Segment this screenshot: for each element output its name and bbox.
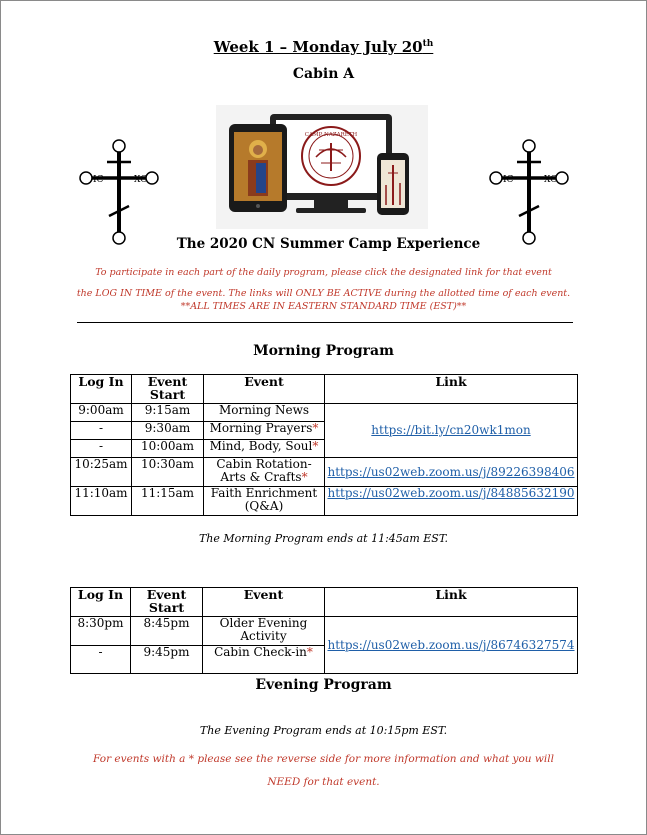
header-login: Log In [71,588,131,617]
event-label: Cabin Rotation- Arts & Crafts [216,457,312,484]
header-event-start: Event Start [132,375,204,404]
morning-shared-link[interactable] [325,404,578,458]
devices-with-camp-nazareth-logo-icon [216,105,428,229]
link-text[interactable]: https://us02web.zoom.us/j/86746327574 [327,637,575,652]
table-row [71,487,578,516]
header-link: Link [325,375,578,404]
footer-note-line-1: For events with a * please see the reverse side for more information and what you will [93,753,554,765]
week-title-suffix: th [422,39,434,49]
table-row [71,404,578,422]
camp-experience-subtitle: The 2020 CN Summer Camp Experience [176,236,481,252]
footer-note-line-2: NEED for that event. [267,776,380,788]
header-event: Event [204,375,325,404]
event-label: Mind, Body, Soul [209,439,313,453]
header-event: Event [203,588,325,617]
event-name [204,404,325,422]
event-name [204,458,325,487]
orthodox-cross-right-icon [487,138,571,246]
table-header-row [71,375,578,404]
table-header-row [71,588,578,617]
link-text[interactable]: https://bit.ly/cn20wk1mon [371,423,531,437]
required-marker: * [312,421,319,435]
required-marker: * [301,470,308,484]
morning-end-note: The Morning Program ends at 11:45am EST. [198,532,449,545]
table-row [71,617,578,646]
event-label: Morning Prayers [209,421,313,435]
evening-end-note: The Evening Program ends at 10:15pm EST. [199,724,448,737]
cabin-label: Cabin A [292,66,355,82]
event-label: Cabin Check-in [214,645,307,659]
evening-schedule-table [70,587,578,674]
login-time: - [71,440,132,458]
link-text[interactable]: https://us02web.zoom.us/j/84885632190 [327,486,575,500]
start-time: 9:30am [132,422,204,440]
event-name [204,487,325,516]
required-marker: * [312,439,319,453]
cabin-rotation-link[interactable] [325,458,578,487]
event-label: Older Evening Activity [219,616,308,643]
ic-glyph: IC [93,175,104,185]
evening-program-heading: Evening Program [255,677,392,693]
morning-program-heading: Morning Program [253,343,394,359]
start-time: 10:00am [132,440,204,458]
start-time: 9:45pm [131,646,203,674]
header-link: Link [325,588,578,617]
page-title [0,38,647,56]
notice-line-3: **ALL TIMES ARE IN EASTERN STANDARD TIME (EST)** [180,301,467,312]
required-marker: * [306,645,313,659]
header-login: Log In [71,375,132,404]
event-name [203,617,325,646]
divider [77,322,573,323]
login-time: 10:25am [71,458,132,487]
ic-glyph: IC [503,175,514,185]
event-label: Faith Enrichment (Q&A) [210,486,318,513]
login-time: - [71,422,132,440]
login-time: 9:00am [71,404,132,422]
week-title: Week 1 – Monday July 20 [213,38,423,56]
start-time: 10:30am [132,458,204,487]
orthodox-cross-left-icon [77,138,161,246]
seal-text: CAMP NAZARETH [304,132,358,138]
start-time: 8:45pm [131,617,203,646]
faith-enrichment-link[interactable] [325,487,578,516]
xc-glyph: XC [134,175,148,185]
start-time: 11:15am [132,487,204,516]
evening-link[interactable] [325,617,578,674]
link-text[interactable]: https://us02web.zoom.us/j/89226398406 [327,464,575,479]
table-row [71,458,578,487]
event-name [204,422,325,440]
login-time: 8:30pm [71,617,131,646]
start-time: 9:15am [132,404,204,422]
notice-line-1: To participate in each part of the daily program, please click the designated link for that event [95,267,552,278]
event-name [203,646,325,674]
login-time: 11:10am [71,487,132,516]
camp-devices-logo [216,105,428,229]
header-event-start: Event Start [131,588,203,617]
login-time: - [71,646,131,674]
xc-glyph: XC [544,175,558,185]
event-label: Morning News [218,403,310,417]
morning-schedule-table [70,374,578,516]
event-name [204,440,325,458]
notice-line-2: the LOG IN TIME of the event. The links will ONLY BE ACTIVE during the allotted time of each event. [76,288,571,299]
